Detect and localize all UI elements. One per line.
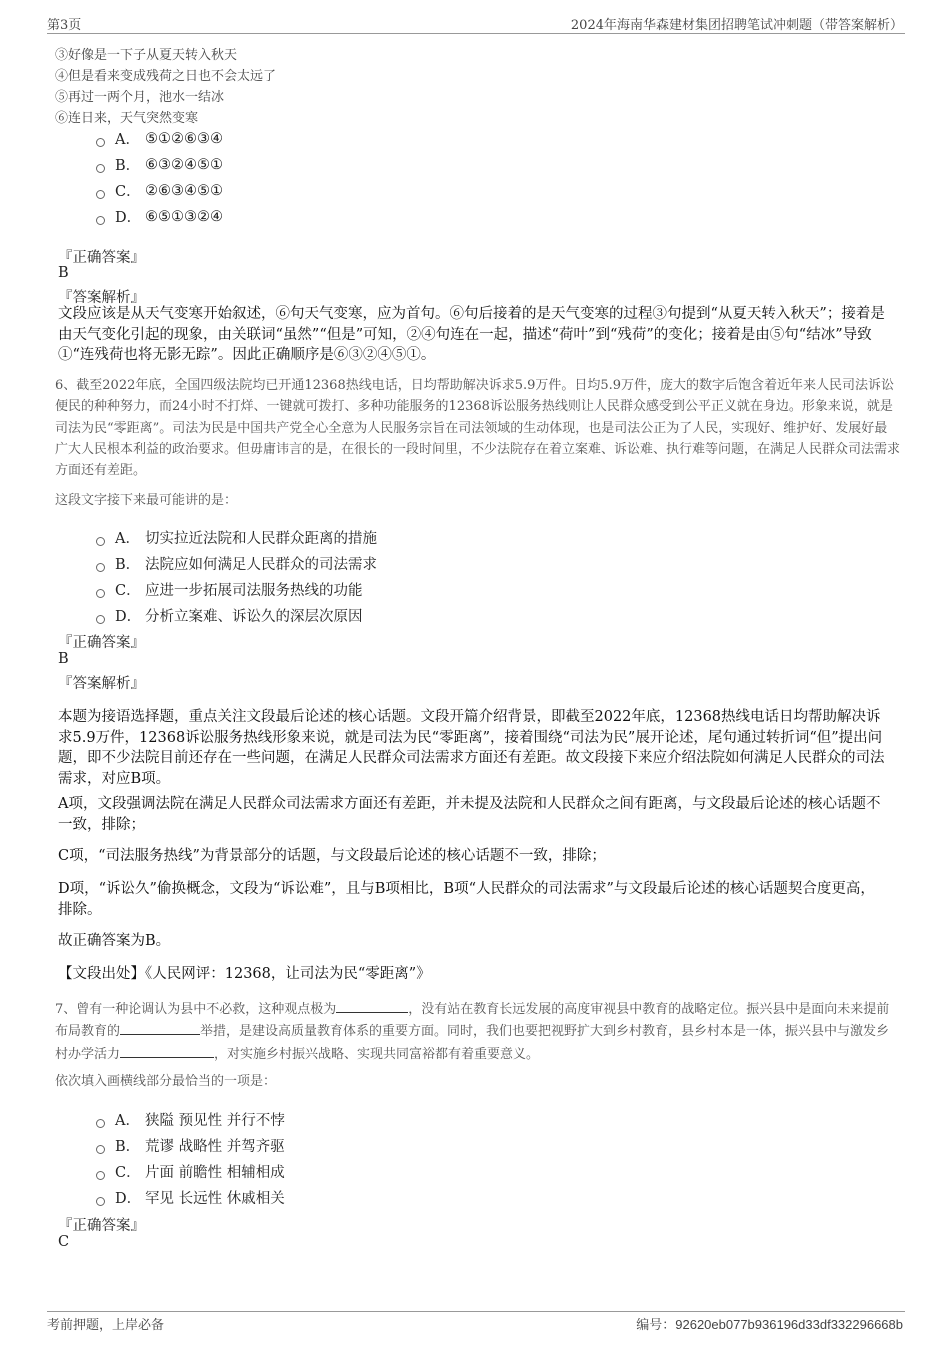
q7-option-a[interactable]: A． 狭隘 预见性 并行不悖 <box>96 1109 285 1130</box>
q5-answer-label: 『正确答案』 <box>58 250 145 266</box>
radio-icon[interactable] <box>96 1197 105 1206</box>
radio-icon[interactable] <box>96 138 105 147</box>
q7-option-d[interactable]: D． 罕见 长远性 休戚相关 <box>96 1187 285 1208</box>
q6-analysis-paragraph: C项，“司法服务热线”为背景部分的话题，与文段最后论述的核心话题不一致，排除； <box>58 848 606 864</box>
q5-items <box>55 45 276 129</box>
radio-icon[interactable] <box>96 615 105 624</box>
q5-item: ⑤再过一两个月，池水一结冰 <box>55 90 225 105</box>
radio-icon[interactable] <box>96 563 105 572</box>
q5-answer: B <box>58 265 69 281</box>
q5-item: ③好像是一下子从夏天转入秋天 <box>55 48 238 63</box>
q6-analysis-paragraph: D项，“诉讼久”偷换概念，文段为“诉讼难”，且与B项相比，B项“人民群众的司法需求”与文段最后论述的核心话题契合度更高，排除。 <box>58 881 875 918</box>
radio-icon[interactable] <box>96 190 105 199</box>
blank-2[interactable] <box>120 1020 200 1035</box>
q6-analysis-paragraph: 本题为接语选择题，重点关注文段最后论述的核心话题。文段开篇介绍背景，即截至2022年底，12368热线电话日均帮助解决诉求5.9万件，12368诉讼服务热线形象来说，就是司法为民“零距离”，接着围绕“司法为民”展开论述，尾句通过转折词“但”提出问题，即不少法院目前还存在一些问题，在满足人民群众司法需求方面还有差距。故文段接下来应介绍法院如何满足人民群众的司法需求，对应B项。 <box>58 709 885 787</box>
footer-divider <box>47 1311 905 1312</box>
document-title: 2024年海南华森建材集团招聘笔试冲刺题（带答案解析） <box>570 18 903 33</box>
q5-option-c[interactable]: C． ②⑥③④⑤① <box>96 180 223 201</box>
blank-1[interactable] <box>336 998 408 1013</box>
q7-option-b[interactable]: B． 荒谬 战略性 并驾齐驱 <box>96 1135 285 1156</box>
q6-option-a[interactable]: A． 切实拉近法院和人民群众距离的措施 <box>96 527 377 548</box>
q6-stem: 6、截至2022年底，全国四级法院均已开通12368热线电话，日均帮助解决诉求5.9万件。日均5.9万件，庞大的数字后饱含着近年来人民司法诉讼便民的种种努力，而24小时不打烊、一键就可拨打、多种功能服务的12368诉讼服务热线则让人民群众感受到公平正义就在身边。形象来说，就是司法为民“零距离”。司法为民是中国共产党全心全意为人民服务宗旨在司法领域的生动体现，也是司法公正为了人民，实现好、维护好、发展好最广大人民根本利益的政治要求。但毋庸讳言的是，在很长的一段时间里，不少法院存在着立案难、诉讼难、执行难等问题，在满足人民群众司法需求方面还有差距。 <box>55 378 901 479</box>
radio-icon[interactable] <box>96 1171 105 1180</box>
q7-stem: 7、曾有一种论调认为县中不必救，这种观点极为 ，没有站在教育长远发展的高度审视县中教育的战略定位。振兴县中是面向未来提前布局教育的 举措，是建设高质量教育体系的重要方面。同时，我们也要把视野扩大到乡村教育，县乡村本是一体，振兴县中与激发乡村办学活力 ，对实施乡村振兴战略、实现共同富裕都有着重要意义。 <box>55 998 900 1065</box>
q6-prompt: 这段文字接下来最可能讲的是： <box>55 493 238 508</box>
footer-serial: 编号：92620eb077b936196d33df332296668b <box>636 1317 903 1332</box>
blank-3[interactable] <box>120 1043 214 1058</box>
q7-prompt: 依次填入画横线部分最恰当的一项是： <box>55 1074 277 1089</box>
q5-option-b[interactable]: B． ⑥③②④⑤① <box>96 154 223 175</box>
q6-source: 【文段出处】《人民网评：12368，让司法为民“零距离”》 <box>58 966 431 982</box>
q6-option-d[interactable]: D． 分析立案难、诉讼久的深层次原因 <box>96 605 363 626</box>
q6-answer: B <box>58 651 69 667</box>
radio-icon[interactable] <box>96 1119 105 1128</box>
q5-option-a[interactable]: A． ⑤①②⑥③④ <box>96 128 223 149</box>
q5-item: ⑥连日来，天气突然变寒 <box>55 111 199 126</box>
q6-option-b[interactable]: B． 法院应如何满足人民群众的司法需求 <box>96 553 377 574</box>
radio-icon[interactable] <box>96 216 105 225</box>
radio-icon[interactable] <box>96 589 105 598</box>
q6-analysis-paragraph: 故正确答案为B。 <box>58 933 171 949</box>
page-number: 第3页 <box>47 18 82 33</box>
radio-icon[interactable] <box>96 537 105 546</box>
q6-answer-label: 『正确答案』 <box>58 635 145 651</box>
q5-analysis: 文段应该是从天气变寒开始叙述，⑥句天气变寒，应为首句。⑥句后接着的是天气变寒的过程③句提到“从夏天转入秋天”；接着是由天气变化引起的现象，由关联词“虽然”“但是”可知，②④句连在一起，描述“荷叶”到“残荷”的变化；接着是由⑤句“结冰”导致①“连残荷也将无影无踪”。因此正确顺序是⑥③②④⑤①。 <box>58 306 885 363</box>
q5-option-d[interactable]: D． ⑥⑤①③②④ <box>96 206 223 227</box>
q5-item: ④但是看来变成残荷之日也不会太远了 <box>55 69 277 84</box>
q6-option-c[interactable]: C． 应进一步拓展司法服务热线的功能 <box>96 579 363 600</box>
q7-answer-label: 『正确答案』 <box>58 1218 145 1234</box>
q6-analysis-label: 『答案解析』 <box>58 676 145 692</box>
q7-answer: C <box>58 1234 70 1250</box>
footer-slogan: 考前押题，上岸必备 <box>47 1318 165 1333</box>
q5-analysis-label: 『答案解析』 <box>58 290 145 306</box>
q7-option-c[interactable]: C． 片面 前瞻性 相辅相成 <box>96 1161 285 1182</box>
radio-icon[interactable] <box>96 1145 105 1154</box>
q6-analysis-paragraph: A项，文段强调法院在满足人民群众司法需求方面还有差距，并未提及法院和人民群众之间有距离，与文段最后论述的核心话题不一致，排除； <box>58 796 881 833</box>
radio-icon[interactable] <box>96 164 105 173</box>
header-divider <box>47 33 905 34</box>
